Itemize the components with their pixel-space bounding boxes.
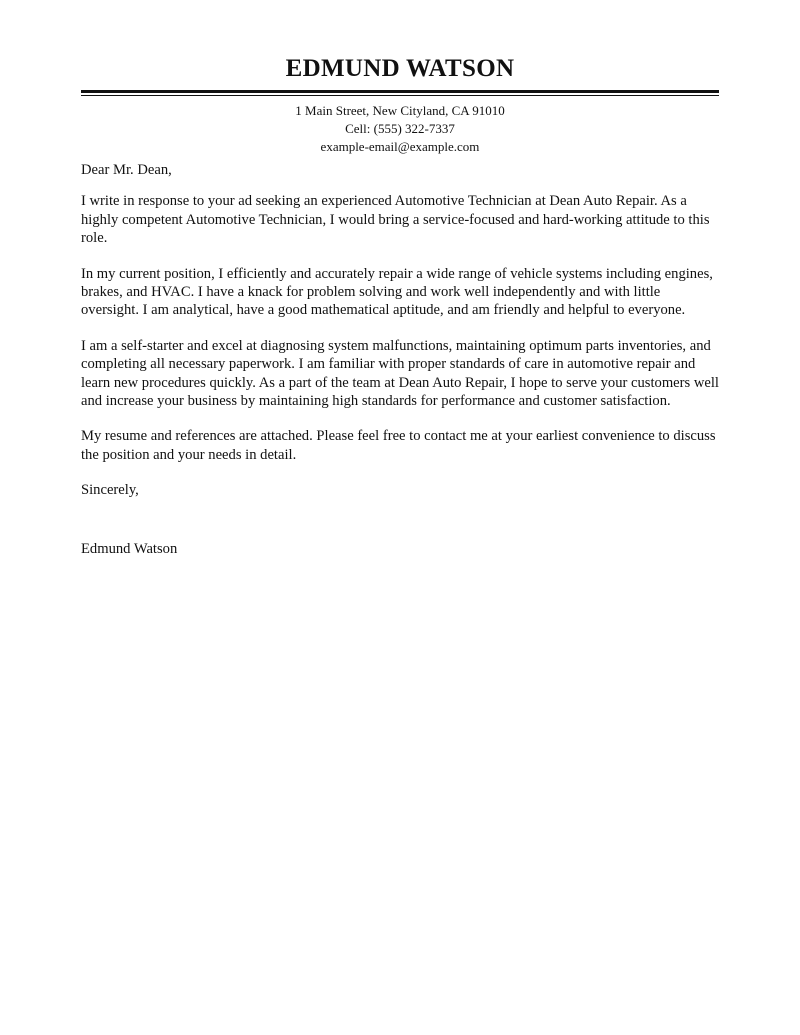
letter-greeting: Dear Mr. Dean, — [81, 162, 172, 178]
header-divider-thin — [81, 95, 719, 96]
letter-signature: Edmund Watson — [81, 540, 178, 557]
letter-body — [81, 161, 721, 575]
letter-paragraph-1: I write in response to your ad seeking an experienced Automotive Technician at Dean Auto Repair. As a highly competent Automotive Technician, I would bring a service-focused and hard-working attitude to this role. — [81, 193, 710, 247]
applicant-name: EDMUND WATSON — [285, 55, 515, 82]
contact-cell: Cell: (555) 322-7337 — [345, 121, 455, 136]
letter-paragraph-2: In my current position, I efficiently and accurately repair a wide range of vehicle systems including engines, brakes, and HVAC. I have a knack for problem solving and work well independently and with little oversight. I am analytical, have a good mathematical aptitude, and am friendly and helpful to everyone. — [81, 265, 713, 319]
letter-paragraph-4: My resume and references are attached. Please feel free to contact me at your earliest convenience to discuss the position and your needs in detail. — [81, 428, 716, 463]
header-divider-thick — [81, 90, 719, 93]
letter-paragraph-3: I am a self-starter and excel at diagnosing system malfunctions, maintaining optimum parts inventories, and completing all necessary paperwork. I am familiar with proper standards of care in automotive repair and learn new procedures quickly. As a part of the team at Dean Auto Repair, I hope to serve your customers well and increase your business by maintaining high standards for performance and customer satisfaction. — [81, 337, 719, 410]
letter-closing: Sincerely, — [81, 482, 139, 499]
contact-address: 1 Main Street, New Cityland, CA 91010 — [295, 103, 505, 118]
contact-email: example-email@example.com — [320, 139, 480, 154]
contact-block — [0, 102, 800, 156]
